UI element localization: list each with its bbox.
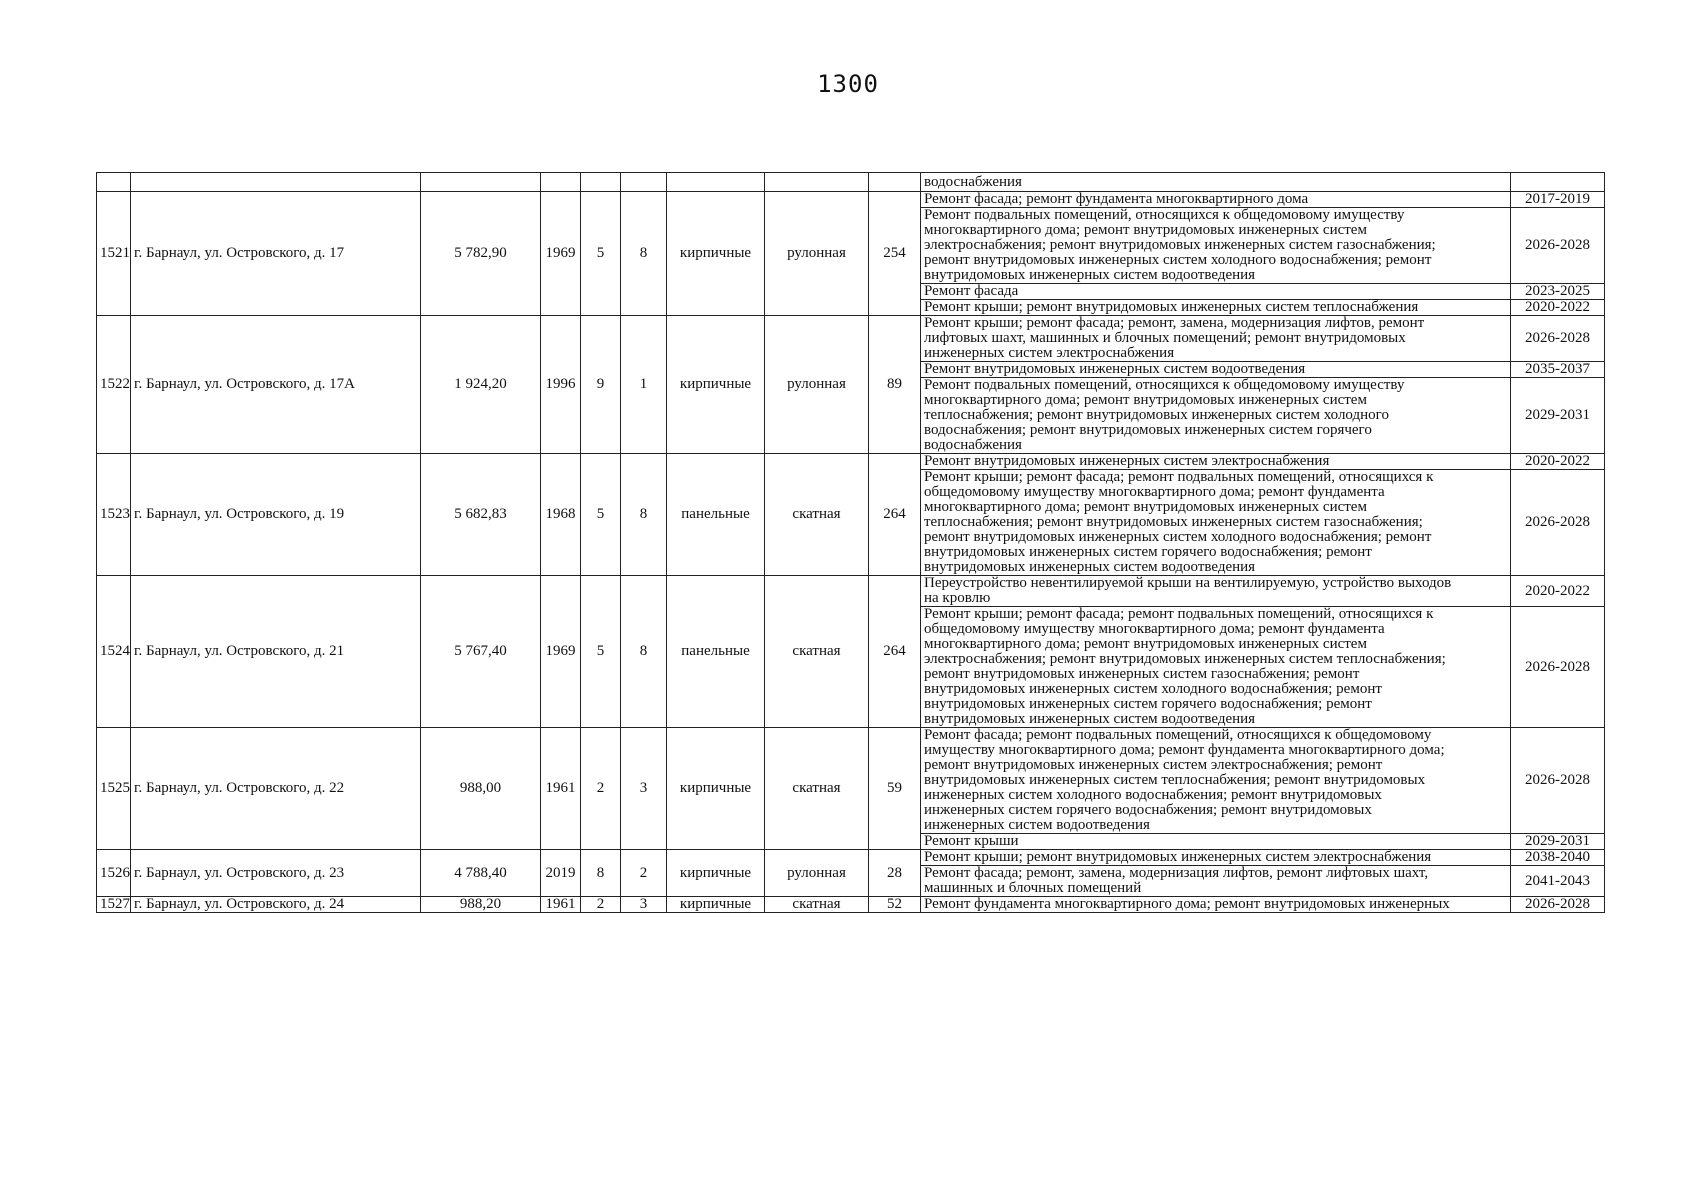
residents-cell: 28 bbox=[869, 850, 921, 897]
work-period-cell: 2035-2037 bbox=[1511, 362, 1605, 378]
work-text-line: внутридомовых инженерных систем горячего водоснабжения; ремонт bbox=[924, 544, 1372, 560]
wall-material-cell: кирпичные bbox=[667, 850, 765, 897]
work-text-line: ремонт внутридомовых инженерных систем холодного водоснабжения; ремонт bbox=[924, 529, 1432, 545]
work-period-cell: 2026-2028 bbox=[1511, 897, 1605, 913]
floors-cell: 8 bbox=[581, 850, 621, 897]
work-text-line: многоквартирного дома; ремонт внутридомовых инженерных систем bbox=[924, 222, 1367, 238]
address-cell bbox=[131, 173, 421, 192]
work-text-line: Ремонт крыши; ремонт фасада; ремонт, замена, модернизация лифтов, ремонт bbox=[924, 315, 1425, 331]
year-cell: 1996 bbox=[541, 316, 581, 454]
roof-type-cell bbox=[765, 173, 869, 192]
wall-material-cell: панельные bbox=[667, 454, 765, 576]
work-description-cell bbox=[921, 834, 1511, 850]
year-cell: 1961 bbox=[541, 728, 581, 850]
work-description-cell bbox=[921, 607, 1511, 728]
wall-material-cell: кирпичные bbox=[667, 192, 765, 316]
work-text-line: ремонт внутридомовых инженерных систем холодного водоснабжения; ремонт bbox=[924, 252, 1432, 268]
address-cell: г. Барнаул, ул. Островского, д. 21 bbox=[131, 576, 421, 728]
wall-material-cell bbox=[667, 173, 765, 192]
wall-material-cell: кирпичные bbox=[667, 728, 765, 850]
work-period-cell bbox=[1511, 173, 1605, 192]
area-cell: 5 682,83 bbox=[421, 454, 541, 576]
roof-type-cell: скатная bbox=[765, 454, 869, 576]
work-text-line: многоквартирного дома; ремонт внутридомовых инженерных систем bbox=[924, 392, 1367, 408]
work-period-cell: 2026-2028 bbox=[1511, 728, 1605, 834]
year-cell: 1961 bbox=[541, 897, 581, 913]
roof-type-cell: скатная bbox=[765, 728, 869, 850]
row-number: 1522 bbox=[97, 316, 131, 454]
work-text-line: инженерных систем электроснабжения bbox=[924, 345, 1175, 361]
entrances-cell: 1 bbox=[621, 316, 667, 454]
work-text-line: Ремонт крыши; ремонт внутридомовых инженерных систем теплоснабжения bbox=[924, 299, 1419, 315]
work-text-line: общедомовому имуществу многоквартирного дома; ремонт фундамента bbox=[924, 621, 1385, 637]
work-period-cell: 2038-2040 bbox=[1511, 850, 1605, 866]
address-cell: г. Барнаул, ул. Островского, д. 23 bbox=[131, 850, 421, 897]
work-text-line: Ремонт фасада; ремонт фундамента многоквартирного дома bbox=[924, 191, 1309, 207]
work-period-cell: 2029-2031 bbox=[1511, 834, 1605, 850]
work-text-line: электроснабжения; ремонт внутридомовых инженерных систем теплоснабжения; bbox=[924, 651, 1446, 667]
work-description-cell bbox=[921, 208, 1511, 284]
entrances-cell: 3 bbox=[621, 728, 667, 850]
work-text-line: Ремонт фасада; ремонт, замена, модернизация лифтов, ремонт лифтовых шахт, bbox=[924, 865, 1429, 881]
floors-cell: 2 bbox=[581, 728, 621, 850]
work-period-cell: 2029-2031 bbox=[1511, 378, 1605, 454]
work-description-cell bbox=[921, 454, 1511, 470]
work-period-cell: 2041-2043 bbox=[1511, 866, 1605, 897]
work-period-cell: 2017-2019 bbox=[1511, 192, 1605, 208]
year-cell: 1969 bbox=[541, 576, 581, 728]
work-description-cell bbox=[921, 897, 1511, 913]
residents-cell: 59 bbox=[869, 728, 921, 850]
work-text-line: теплоснабжения; ремонт внутридомовых инженерных систем холодного bbox=[924, 407, 1389, 423]
area-cell: 5 767,40 bbox=[421, 576, 541, 728]
floors-cell: 5 bbox=[581, 192, 621, 316]
work-description-cell bbox=[921, 378, 1511, 454]
work-text-line: на кровлю bbox=[924, 590, 991, 606]
table-row bbox=[97, 897, 1605, 913]
work-text-line: водоснабжения bbox=[924, 173, 1022, 190]
work-text-line: внутридомовых инженерных систем теплоснабжения; ремонт внутридомовых bbox=[924, 772, 1426, 788]
work-description-cell bbox=[921, 316, 1511, 362]
work-text-line: общедомовому имуществу многоквартирного дома; ремонт фундамента bbox=[924, 484, 1385, 500]
address-cell: г. Барнаул, ул. Островского, д. 24 bbox=[131, 897, 421, 913]
wall-material-cell: кирпичные bbox=[667, 897, 765, 913]
wall-material-cell: кирпичные bbox=[667, 316, 765, 454]
table-row bbox=[97, 173, 1605, 192]
year-cell bbox=[541, 173, 581, 192]
address-cell: г. Барнаул, ул. Островского, д. 17А bbox=[131, 316, 421, 454]
work-text-line: внутридомовых инженерных систем горячего водоснабжения; ремонт bbox=[924, 696, 1372, 712]
work-text-line: лифтовых шахт, машинных и блочных помещений; ремонт внутридомовых bbox=[924, 330, 1406, 346]
work-description-cell bbox=[921, 173, 1511, 192]
table-row bbox=[97, 192, 1605, 208]
work-description-cell bbox=[921, 300, 1511, 316]
residents-cell: 52 bbox=[869, 897, 921, 913]
floors-cell: 9 bbox=[581, 316, 621, 454]
floors-cell: 2 bbox=[581, 897, 621, 913]
area-cell: 4 788,40 bbox=[421, 850, 541, 897]
table-row bbox=[97, 454, 1605, 470]
entrances-cell: 8 bbox=[621, 576, 667, 728]
housing-repair-table bbox=[96, 172, 1605, 913]
work-text-line: водоснабжения bbox=[924, 437, 1022, 453]
work-text-line: инженерных систем водоотведения bbox=[924, 817, 1150, 833]
work-text-line: Ремонт крыши; ремонт внутридомовых инженерных систем электроснабжения bbox=[924, 849, 1432, 865]
area-cell bbox=[421, 173, 541, 192]
work-text-line: имуществу многоквартирного дома; ремонт фундамента многоквартирного дома; bbox=[924, 742, 1445, 758]
work-period-cell: 2026-2028 bbox=[1511, 470, 1605, 576]
work-text-line: внутридомовых инженерных систем водоотведения bbox=[924, 267, 1256, 283]
work-period-cell: 2026-2028 bbox=[1511, 607, 1605, 728]
work-text-line: инженерных систем холодного водоснабжения; ремонт внутридомовых bbox=[924, 787, 1382, 803]
work-period-cell: 2020-2022 bbox=[1511, 576, 1605, 607]
work-text-line: Ремонт подвальных помещений, относящихся к общедомовому имуществу bbox=[924, 377, 1405, 393]
address-cell: г. Барнаул, ул. Островского, д. 19 bbox=[131, 454, 421, 576]
work-text-line: машинных и блочных помещений bbox=[924, 880, 1142, 896]
page-number: 1300 bbox=[817, 70, 879, 98]
table-row bbox=[97, 728, 1605, 834]
table-row bbox=[97, 316, 1605, 362]
work-period-cell: 2023-2025 bbox=[1511, 284, 1605, 300]
work-description-cell bbox=[921, 576, 1511, 607]
work-period-cell: 2026-2028 bbox=[1511, 208, 1605, 284]
year-cell: 2019 bbox=[541, 850, 581, 897]
work-text-line: теплоснабжения; ремонт внутридомовых инженерных систем газоснабжения; bbox=[924, 514, 1423, 530]
year-cell: 1968 bbox=[541, 454, 581, 576]
row-number: 1527 bbox=[97, 897, 131, 913]
floors-cell: 5 bbox=[581, 454, 621, 576]
roof-type-cell: рулонная bbox=[765, 192, 869, 316]
work-text-line: внутридомовых инженерных систем холодного водоснабжения; ремонт bbox=[924, 681, 1382, 697]
entrances-cell: 3 bbox=[621, 897, 667, 913]
work-text-line: Ремонт внутридомовых инженерных систем электроснабжения bbox=[924, 453, 1330, 469]
entrances-cell: 8 bbox=[621, 454, 667, 576]
area-cell: 988,20 bbox=[421, 897, 541, 913]
roof-type-cell: рулонная bbox=[765, 850, 869, 897]
roof-type-cell: рулонная bbox=[765, 316, 869, 454]
work-text-line: Ремонт подвальных помещений, относящихся к общедомовому имуществу bbox=[924, 207, 1405, 223]
entrances-cell: 2 bbox=[621, 850, 667, 897]
address-cell: г. Барнаул, ул. Островского, д. 22 bbox=[131, 728, 421, 850]
work-text-line: Переустройство невентилируемой крыши на вентилируемую, устройство выходов bbox=[924, 575, 1452, 591]
work-text-line: Ремонт фасада bbox=[924, 283, 1019, 299]
row-number bbox=[97, 173, 131, 192]
work-text-line: Ремонт крыши; ремонт фасада; ремонт подвальных помещений, относящихся к bbox=[924, 606, 1434, 622]
roof-type-cell: скатная bbox=[765, 897, 869, 913]
floors-cell bbox=[581, 173, 621, 192]
row-number: 1526 bbox=[97, 850, 131, 897]
area-cell: 988,00 bbox=[421, 728, 541, 850]
wall-material-cell: панельные bbox=[667, 576, 765, 728]
work-period-cell: 2020-2022 bbox=[1511, 300, 1605, 316]
entrances-cell: 8 bbox=[621, 192, 667, 316]
residents-cell: 264 bbox=[869, 454, 921, 576]
work-text-line: внутридомовых инженерных систем водоотведения bbox=[924, 559, 1256, 575]
address-cell: г. Барнаул, ул. Островского, д. 17 bbox=[131, 192, 421, 316]
row-number: 1524 bbox=[97, 576, 131, 728]
work-description-cell bbox=[921, 866, 1511, 897]
area-cell: 1 924,20 bbox=[421, 316, 541, 454]
work-text-line: водоснабжения; ремонт внутридомовых инженерных систем горячего bbox=[924, 422, 1372, 438]
work-description-cell bbox=[921, 362, 1511, 378]
row-number: 1523 bbox=[97, 454, 131, 576]
work-description-cell bbox=[921, 284, 1511, 300]
work-period-cell: 2026-2028 bbox=[1511, 316, 1605, 362]
roof-type-cell: скатная bbox=[765, 576, 869, 728]
floors-cell: 5 bbox=[581, 576, 621, 728]
work-description-cell bbox=[921, 470, 1511, 576]
residents-cell: 264 bbox=[869, 576, 921, 728]
table-row bbox=[97, 576, 1605, 607]
residents-cell bbox=[869, 173, 921, 192]
work-period-cell: 2020-2022 bbox=[1511, 454, 1605, 470]
work-text-line: Ремонт внутридомовых инженерных систем водоотведения bbox=[924, 361, 1306, 377]
work-text-line: Ремонт фасада; ремонт подвальных помещений, относящихся к общедомовому bbox=[924, 727, 1432, 743]
work-text-line: внутридомовых инженерных систем водоотведения bbox=[924, 711, 1256, 727]
year-cell: 1969 bbox=[541, 192, 581, 316]
work-text-line: ремонт внутридомовых инженерных систем электроснабжения; ремонт bbox=[924, 757, 1383, 773]
work-text-line: Ремонт фундамента многоквартирного дома; ремонт внутридомовых инженерных bbox=[924, 896, 1450, 912]
residents-cell: 254 bbox=[869, 192, 921, 316]
table-row bbox=[97, 850, 1605, 866]
work-description-cell bbox=[921, 192, 1511, 208]
row-number: 1521 bbox=[97, 192, 131, 316]
residents-cell: 89 bbox=[869, 316, 921, 454]
work-text-line: электроснабжения; ремонт внутридомовых инженерных систем газоснабжения; bbox=[924, 237, 1436, 253]
work-description-cell bbox=[921, 728, 1511, 834]
work-text-line: многоквартирного дома; ремонт внутридомовых инженерных систем bbox=[924, 499, 1367, 515]
work-text-line: Ремонт крыши bbox=[924, 833, 1019, 849]
work-text-line: ремонт внутридомовых инженерных систем газоснабжения; ремонт bbox=[924, 666, 1360, 682]
area-cell: 5 782,90 bbox=[421, 192, 541, 316]
work-text-line: инженерных систем горячего водоснабжения; ремонт внутридомовых bbox=[924, 802, 1372, 818]
work-text-line: Ремонт крыши; ремонт фасада; ремонт подвальных помещений, относящихся к bbox=[924, 469, 1434, 485]
entrances-cell bbox=[621, 173, 667, 192]
work-text-line: многоквартирного дома; ремонт внутридомовых инженерных систем bbox=[924, 636, 1367, 652]
work-description-cell bbox=[921, 850, 1511, 866]
row-number: 1525 bbox=[97, 728, 131, 850]
